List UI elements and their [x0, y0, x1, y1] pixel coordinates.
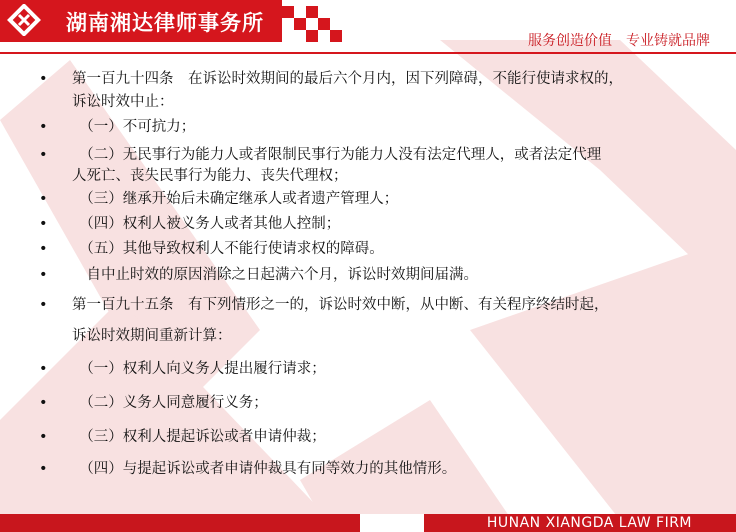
- bullet-icon: •: [39, 119, 48, 135]
- firm-logo-icon: [6, 4, 58, 36]
- list-item-text: （一）权利人向义务人提出履行请求；: [72, 361, 326, 377]
- list-item-text: 自中止时效的原因消除之日起满六个月，诉讼时效期间届满。: [72, 267, 478, 283]
- list-item-text: （四）权利人被义务人或者其他人控制；: [72, 216, 341, 232]
- list-item-continuation: 人死亡、丧失民事行为能力、丧失代理权；: [72, 168, 348, 184]
- bullet-icon: •: [39, 395, 48, 411]
- checker-pattern-icon: [282, 6, 352, 42]
- list-item-text: （三）继承开始后未确定继承人或者遗产管理人；: [72, 191, 399, 207]
- bullet-icon: •: [39, 216, 48, 232]
- bullet-icon: •: [39, 147, 48, 163]
- bullet-icon: •: [39, 241, 48, 257]
- header-rule: [0, 52, 736, 54]
- list-item-text: （四）与提起诉讼或者申请仲裁具有同等效力的其他情形。: [72, 461, 457, 477]
- firm-name: 湖南湘达律师事务所: [66, 11, 264, 35]
- slogan-service: 服务创造价值: [528, 33, 612, 49]
- list-item-text: 第一百九十四条 在诉讼时效期间的最后六个月内，因下列障碍，不能行使请求权的，: [72, 71, 623, 87]
- list-item-text: （二）无民事行为能力人或者限制民事行为能力人没有法定代理人，或者法定代理: [72, 147, 602, 163]
- footer-firm-name: HUNAN XIANGDA LAW FIRM: [486, 515, 692, 531]
- bullet-icon: •: [39, 429, 48, 445]
- bullet-icon: •: [39, 361, 48, 377]
- bullet-icon: •: [39, 297, 48, 313]
- list-item-text: （二）义务人同意履行义务；: [72, 395, 268, 411]
- firm-slogan: [514, 30, 710, 50]
- list-item-continuation: 诉讼时效中止：: [72, 94, 174, 110]
- bullet-icon: •: [39, 71, 48, 87]
- slogan-professional: 专业铸就品牌: [626, 33, 710, 49]
- footer-notch: [360, 514, 424, 532]
- list-item-continuation: 诉讼时效期间重新计算：: [72, 328, 232, 344]
- list-item-text: （五）其他导致权利人不能行使请求权的障碍。: [72, 241, 384, 257]
- list-item-text: 第一百九十五条 有下列情形之一的，诉讼时效中断，从中断、有关程序终结时起，: [72, 297, 609, 313]
- bullet-icon: •: [39, 267, 48, 283]
- bullet-icon: •: [39, 461, 48, 477]
- list-item-text: （三）权利人提起诉讼或者申请仲裁；: [72, 429, 326, 445]
- page-header: [0, 0, 736, 62]
- page-footer: [0, 514, 736, 532]
- bullet-icon: •: [39, 191, 48, 207]
- list-item-text: （一）不可抗力；: [72, 119, 196, 135]
